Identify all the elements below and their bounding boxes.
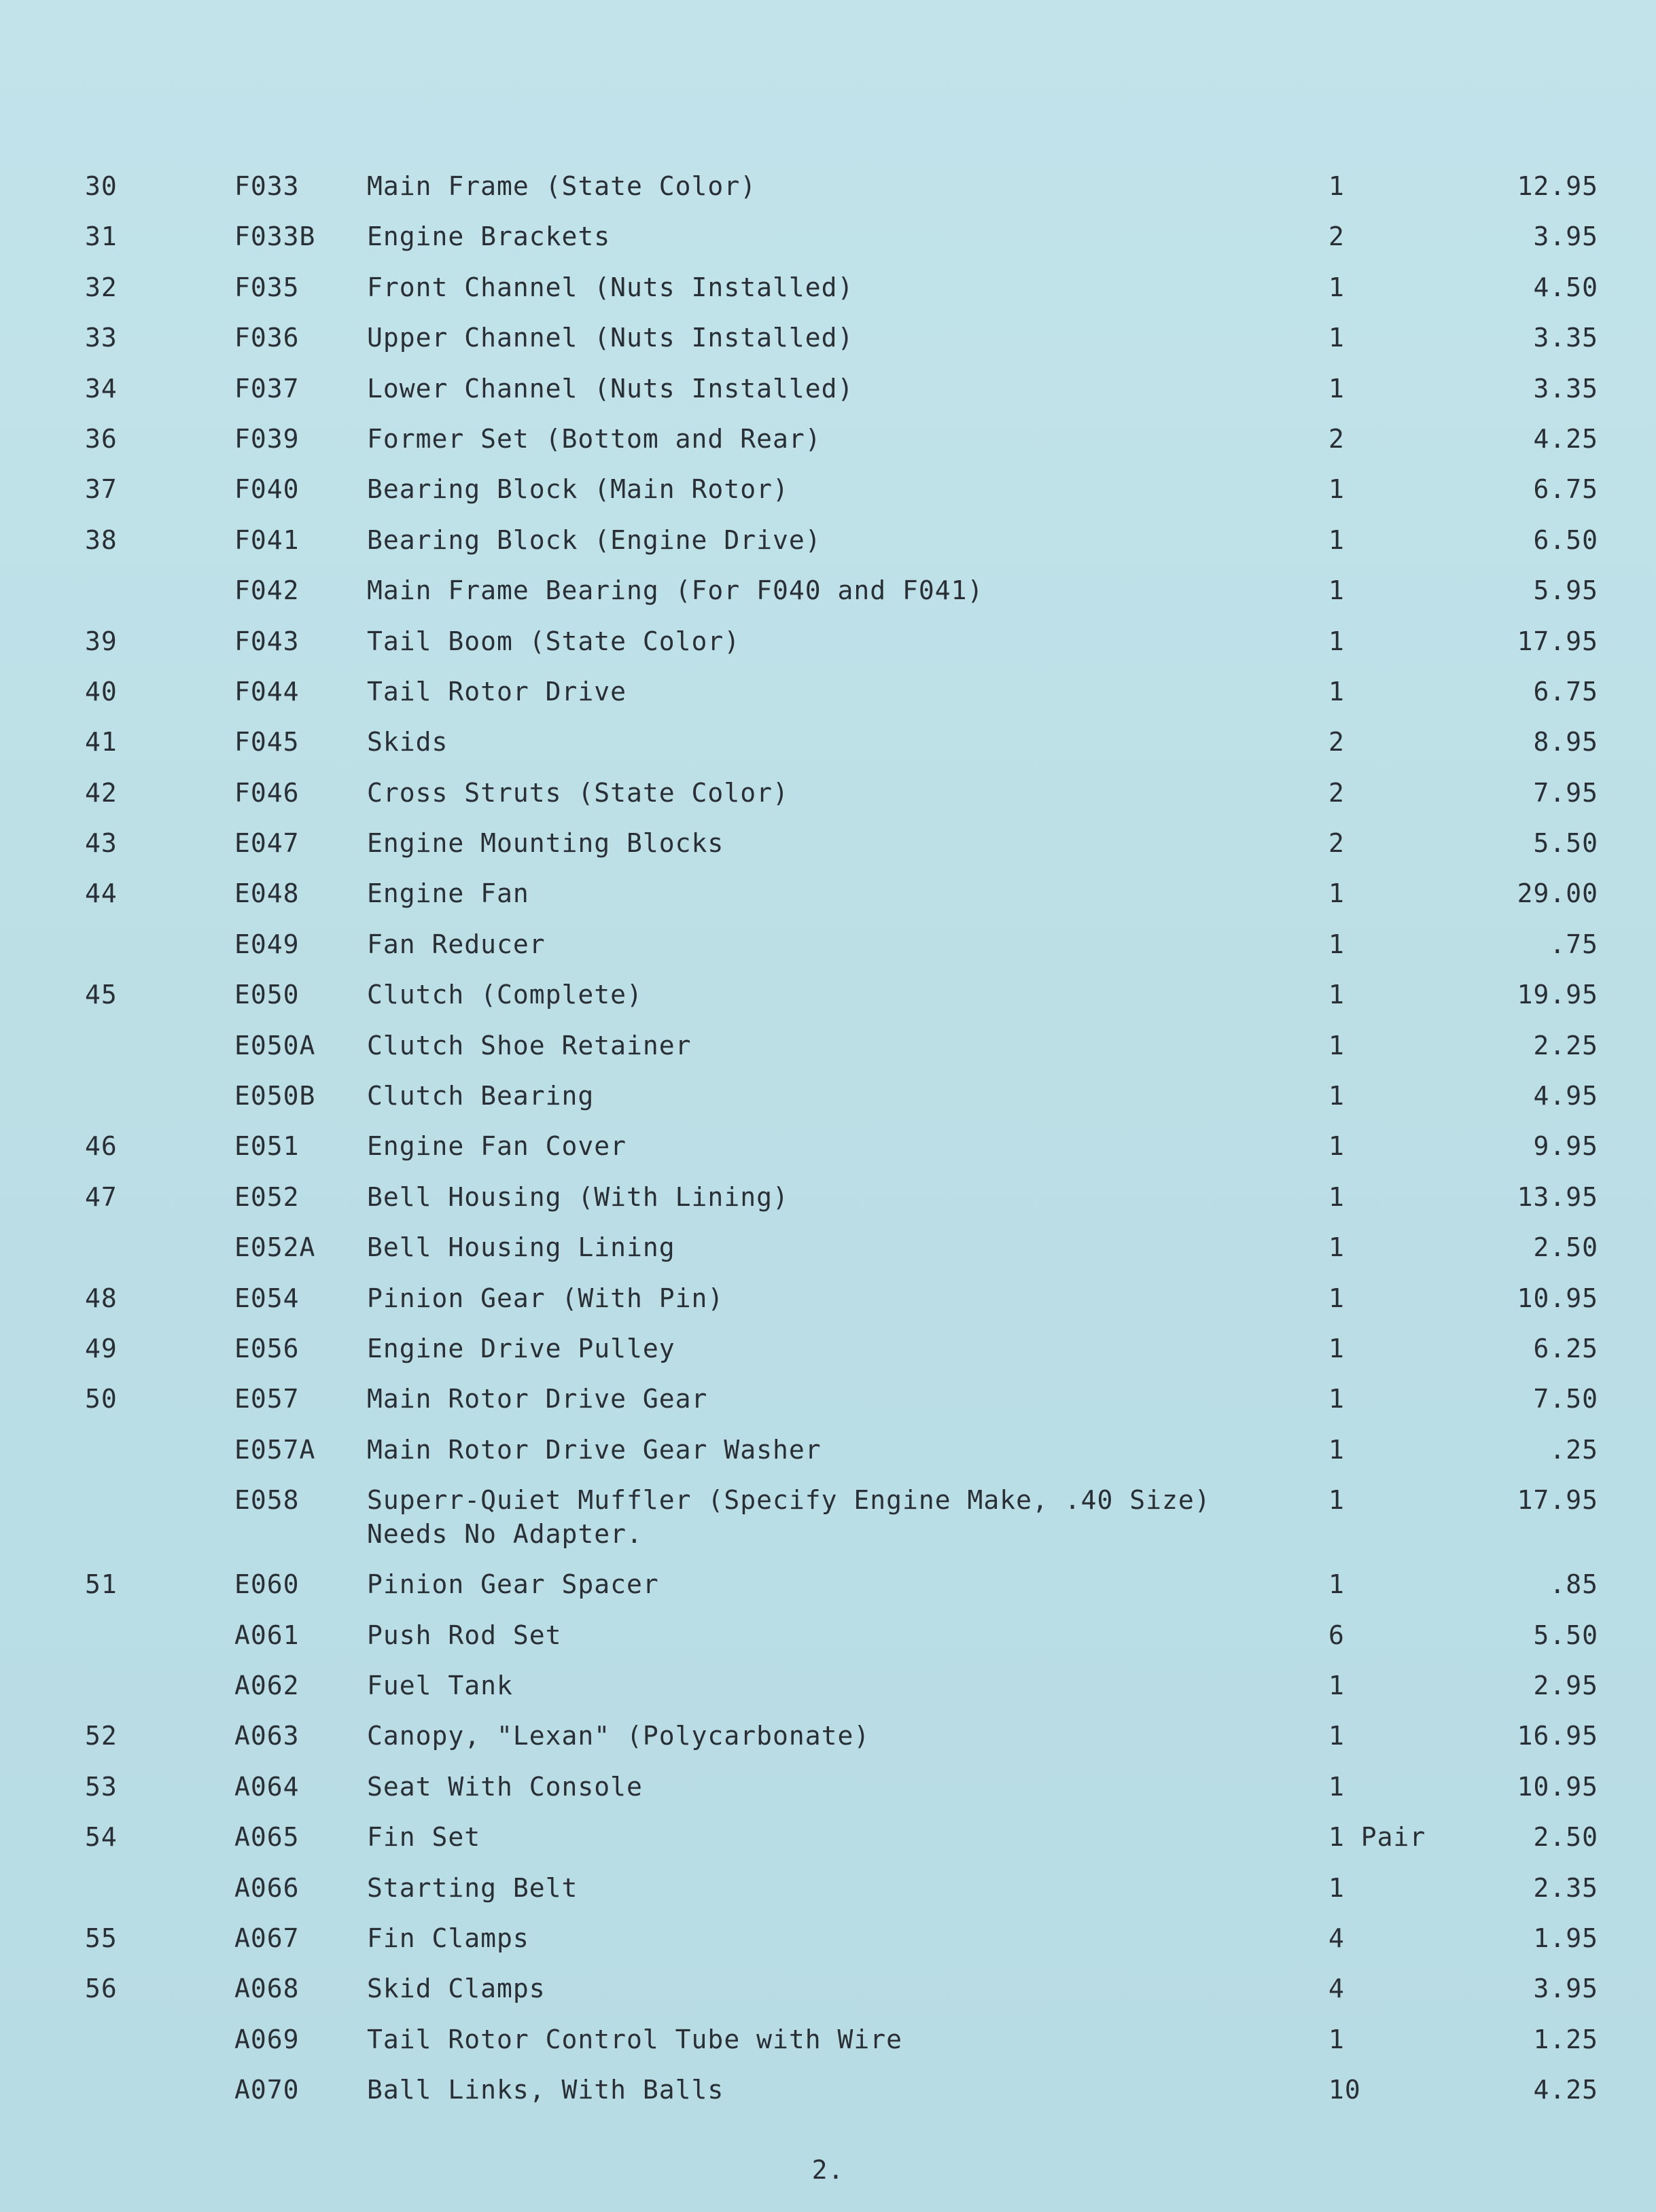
ref-number: 55 (85, 1923, 118, 1953)
part-description (367, 422, 822, 456)
part-description-line: Bearing Block (Engine Drive) (367, 524, 822, 555)
price: 17.95 (1517, 1485, 1598, 1516)
price: 1.95 (1533, 1923, 1598, 1953)
part-number: E051 (234, 1131, 300, 1162)
part-description (367, 1079, 594, 1113)
part-number: F033 (234, 171, 300, 201)
quantity: 1 (1328, 1569, 1345, 1600)
part-number: F040 (234, 474, 300, 505)
ref-number: 51 (85, 1569, 118, 1600)
part-number: F035 (234, 272, 300, 302)
part-description-line: Pinion Gear (With Pin) (367, 1283, 724, 1313)
part-description (367, 1230, 675, 1264)
part-description-line: Clutch (Complete) (367, 980, 643, 1010)
quantity: 1 (1328, 980, 1345, 1010)
part-description (367, 675, 627, 709)
list-item (0, 1322, 1656, 1372)
list-item (0, 1120, 1656, 1170)
part-number: E047 (234, 828, 300, 859)
list-item (0, 766, 1656, 817)
part-description (367, 270, 853, 304)
list-item (0, 463, 1656, 513)
part-description (367, 169, 756, 203)
part-number: E054 (234, 1283, 300, 1313)
quantity: 1 (1328, 676, 1345, 707)
quantity: 1 Pair (1328, 1822, 1426, 1853)
part-description (367, 573, 983, 607)
part-description (367, 2022, 902, 2056)
ref-number: 54 (85, 1822, 118, 1853)
quantity: 1 (1328, 1181, 1345, 1212)
part-description (367, 1972, 546, 2005)
quantity: 1 (1328, 1670, 1345, 1700)
list-item (0, 1760, 1656, 1810)
part-description (367, 1921, 529, 1955)
part-description-line: Seat With Console (367, 1771, 643, 1802)
part-description-line: Skid Clamps (367, 1974, 546, 2004)
part-description (367, 472, 789, 506)
quantity: 1 (1328, 1485, 1345, 1516)
part-description-line: Fin Clamps (367, 1923, 529, 1953)
part-number: A070 (234, 2075, 300, 2105)
part-description (367, 876, 529, 910)
part-number: E057A (234, 1434, 316, 1465)
quantity: 1 (1328, 1131, 1345, 1162)
ref-number: 33 (85, 323, 118, 353)
price: 16.95 (1517, 1721, 1598, 1751)
list-item (0, 1221, 1656, 1271)
list-item (0, 2013, 1656, 2063)
price: 4.95 (1533, 1081, 1598, 1111)
part-number: E060 (234, 1569, 300, 1600)
part-description (367, 1382, 707, 1416)
price: 5.50 (1533, 1620, 1598, 1650)
part-description-line: Fin Set (367, 1822, 481, 1853)
part-description-line: Main Rotor Drive Gear Washer (367, 1434, 822, 1465)
part-number: A065 (234, 1822, 300, 1853)
part-number: E052A (234, 1232, 316, 1263)
list-item (0, 412, 1656, 463)
part-description-line: Engine Mounting Blocks (367, 828, 724, 859)
part-description-line: Engine Brackets (367, 221, 611, 252)
part-description-line: Upper Channel (Nuts Installed) (367, 323, 854, 353)
quantity: 2 (1328, 777, 1345, 808)
price: 8.95 (1533, 727, 1598, 757)
part-description-line: Canopy, "Lexan" (Polycarbonate) (367, 1721, 870, 1751)
quantity: 2 (1328, 221, 1345, 252)
part-number: E050B (234, 1081, 316, 1111)
price: 1.25 (1533, 2024, 1598, 2054)
quantity: 1 (1328, 575, 1345, 606)
price: .85 (1549, 1569, 1598, 1600)
quantity: 1 (1328, 171, 1345, 201)
part-description (367, 1483, 1211, 1551)
part-description (367, 1567, 659, 1601)
part-description (367, 372, 853, 406)
part-description-line: Main Frame (State Color) (367, 171, 757, 201)
part-description (367, 1433, 822, 1467)
part-number: E052 (234, 1181, 300, 1212)
quantity: 1 (1328, 1333, 1345, 1363)
list-item (0, 1709, 1656, 1760)
price: 2.95 (1533, 1670, 1598, 1700)
part-description-line: Bearing Block (Main Rotor) (367, 474, 789, 505)
ref-number: 46 (85, 1131, 118, 1162)
list-item (0, 665, 1656, 715)
price: 3.95 (1533, 1974, 1598, 2004)
part-description (367, 1770, 643, 1804)
part-description (367, 1820, 480, 1854)
list-item (0, 1019, 1656, 1069)
part-description-line: Former Set (Bottom and Rear) (367, 423, 822, 454)
part-number: F037 (234, 373, 300, 404)
ref-number: 38 (85, 524, 118, 555)
part-number: F045 (234, 727, 300, 757)
ref-number: 42 (85, 777, 118, 808)
list-item (0, 715, 1656, 766)
ref-number: 37 (85, 474, 118, 505)
list-item (0, 1659, 1656, 1709)
list-item (0, 210, 1656, 260)
part-number: A069 (234, 2024, 300, 2054)
quantity: 1 (1328, 2024, 1345, 2054)
ref-number: 36 (85, 423, 118, 454)
part-description-line: Lower Channel (Nuts Installed) (367, 373, 854, 404)
part-number: F033B (234, 221, 316, 252)
ref-number: 41 (85, 727, 118, 757)
part-number: A063 (234, 1721, 300, 1751)
ref-number: 32 (85, 272, 118, 302)
list-item (0, 1861, 1656, 1912)
price: .25 (1549, 1434, 1598, 1465)
quantity: 4 (1328, 1923, 1345, 1953)
part-description (367, 1029, 692, 1063)
part-description-line: Main Rotor Drive Gear (367, 1384, 708, 1414)
quantity: 1 (1328, 1721, 1345, 1751)
price: .75 (1549, 929, 1598, 959)
quantity: 1 (1328, 929, 1345, 959)
ref-number: 52 (85, 1721, 118, 1751)
price: 3.35 (1533, 373, 1598, 404)
part-description-line: Main Frame Bearing (For F040 and F041) (367, 575, 984, 606)
ref-number: 53 (85, 1771, 118, 1802)
part-description (367, 776, 789, 810)
quantity: 2 (1328, 828, 1345, 859)
price: 6.75 (1533, 474, 1598, 505)
list-item (0, 261, 1656, 311)
part-number: A067 (234, 1923, 300, 1953)
part-description (367, 1669, 513, 1702)
part-description-line: Fan Reducer (367, 929, 546, 959)
quantity: 1 (1328, 878, 1345, 909)
part-description-line: Engine Fan Cover (367, 1131, 627, 1162)
part-description-line: Pinion Gear Spacer (367, 1569, 659, 1600)
parts-list (0, 160, 1656, 2113)
quantity: 4 (1328, 1974, 1345, 2004)
quantity: 1 (1328, 1283, 1345, 1313)
part-number: A061 (234, 1620, 300, 1650)
list-item (0, 968, 1656, 1018)
ref-number: 56 (85, 1974, 118, 2004)
quantity: 1 (1328, 1771, 1345, 1802)
price: 7.95 (1533, 777, 1598, 808)
part-description-line: Front Channel (Nuts Installed) (367, 272, 854, 302)
list-item (0, 1962, 1656, 2012)
part-number: F041 (234, 524, 300, 555)
price: 10.95 (1517, 1283, 1598, 1313)
part-description (367, 927, 546, 961)
price: 2.35 (1533, 1872, 1598, 1903)
part-number: E048 (234, 878, 300, 909)
part-description (367, 523, 822, 557)
part-description-line: Push Rod Set (367, 1620, 562, 1650)
ref-number: 30 (85, 171, 118, 201)
price: 10.95 (1517, 1771, 1598, 1802)
list-item (0, 564, 1656, 614)
list-item (0, 160, 1656, 210)
part-number: E057 (234, 1384, 300, 1414)
price: 3.35 (1533, 323, 1598, 353)
part-description-line: Clutch Bearing (367, 1081, 595, 1111)
part-description-line: Ball Links, With Balls (367, 2075, 724, 2105)
list-item (0, 817, 1656, 867)
price: 12.95 (1517, 171, 1598, 201)
quantity: 1 (1328, 1872, 1345, 1903)
part-description (367, 725, 448, 759)
part-description-continuation: Needs No Adapter. (367, 1519, 643, 1550)
price: 5.95 (1533, 575, 1598, 606)
part-number: F046 (234, 777, 300, 808)
price: 6.75 (1533, 676, 1598, 707)
part-number: F043 (234, 626, 300, 656)
part-description (367, 321, 853, 355)
ref-number: 48 (85, 1283, 118, 1313)
part-description (367, 1281, 724, 1315)
price: 2.25 (1533, 1030, 1598, 1060)
part-description-line: Starting Belt (367, 1872, 578, 1903)
part-number: A064 (234, 1771, 300, 1802)
ref-number: 44 (85, 878, 118, 909)
price: 9.95 (1533, 1131, 1598, 1162)
part-description-line: Tail Rotor Control Tube with Wire (367, 2024, 902, 2054)
part-number: A066 (234, 1872, 300, 1903)
price: 2.50 (1533, 1822, 1598, 1853)
part-description-line: Cross Struts (State Color) (367, 777, 789, 808)
quantity: 1 (1328, 1030, 1345, 1060)
price: 13.95 (1517, 1181, 1598, 1212)
part-number: F039 (234, 423, 300, 454)
quantity: 1 (1328, 1232, 1345, 1263)
list-item (0, 1372, 1656, 1423)
ref-number: 50 (85, 1384, 118, 1414)
part-description-line: Tail Boom (State Color) (367, 626, 741, 656)
part-number: A068 (234, 1974, 300, 2004)
price: 4.25 (1533, 423, 1598, 454)
part-description (367, 1332, 675, 1366)
part-number: E058 (234, 1485, 300, 1516)
price: 29.00 (1517, 878, 1598, 909)
quantity: 1 (1328, 524, 1345, 555)
price: 5.50 (1533, 828, 1598, 859)
part-description-line: Superr-Quiet Muffler (Specify Engine Make, .40 Size) (367, 1485, 1211, 1516)
price: 4.50 (1533, 272, 1598, 302)
price: 6.25 (1533, 1333, 1598, 1363)
price: 6.50 (1533, 524, 1598, 555)
list-item (0, 918, 1656, 968)
part-number: E050A (234, 1030, 316, 1060)
list-item (0, 362, 1656, 412)
part-description (367, 978, 643, 1012)
ref-number: 45 (85, 980, 118, 1010)
list-item (0, 2063, 1656, 2113)
ref-number: 34 (85, 373, 118, 404)
page-number: 2. (811, 2155, 845, 2185)
quantity: 1 (1328, 474, 1345, 505)
quantity: 10 (1328, 2075, 1361, 2105)
list-item (0, 1069, 1656, 1120)
list-item (0, 1474, 1656, 1558)
ref-number: 47 (85, 1181, 118, 1212)
list-item (0, 514, 1656, 564)
list-item (0, 1810, 1656, 1861)
list-item (0, 1609, 1656, 1659)
part-description-line: Tail Rotor Drive (367, 676, 627, 707)
list-item (0, 1171, 1656, 1221)
part-description-line: Skids (367, 727, 448, 757)
list-item (0, 1423, 1656, 1474)
part-description (367, 1129, 627, 1163)
part-description (367, 1180, 789, 1214)
ref-number: 31 (85, 221, 118, 252)
part-description-line: Bell Housing Lining (367, 1232, 675, 1263)
list-item (0, 311, 1656, 361)
part-description (367, 624, 740, 658)
part-description-line: Fuel Tank (367, 1670, 513, 1700)
quantity: 1 (1328, 272, 1345, 302)
price: 4.25 (1533, 2075, 1598, 2105)
ref-number: 39 (85, 626, 118, 656)
quantity: 6 (1328, 1620, 1345, 1650)
quantity: 1 (1328, 323, 1345, 353)
part-description (367, 1871, 578, 1905)
price: 3.95 (1533, 221, 1598, 252)
ref-number: 43 (85, 828, 118, 859)
list-item (0, 1912, 1656, 1962)
part-description (367, 1719, 870, 1753)
quantity: 1 (1328, 373, 1345, 404)
list-item (0, 615, 1656, 665)
quantity: 1 (1328, 1081, 1345, 1111)
ref-number: 40 (85, 676, 118, 707)
quantity: 2 (1328, 727, 1345, 757)
price: 7.50 (1533, 1384, 1598, 1414)
quantity: 1 (1328, 626, 1345, 656)
part-description (367, 826, 724, 860)
part-description-line: Engine Drive Pulley (367, 1333, 675, 1363)
quantity: 1 (1328, 1384, 1345, 1414)
price: 2.50 (1533, 1232, 1598, 1263)
part-number: E049 (234, 929, 300, 959)
part-number: F042 (234, 575, 300, 606)
part-description (367, 1618, 562, 1652)
part-description-line: Bell Housing (With Lining) (367, 1181, 789, 1212)
list-item (0, 1558, 1656, 1608)
part-description-line: Engine Fan (367, 878, 529, 909)
list-item (0, 867, 1656, 917)
part-number: A062 (234, 1670, 300, 1700)
price: 17.95 (1517, 626, 1598, 656)
part-number: E050 (234, 980, 300, 1010)
quantity: 1 (1328, 1434, 1345, 1465)
part-description (367, 219, 610, 253)
price: 19.95 (1517, 980, 1598, 1010)
list-item (0, 1272, 1656, 1322)
quantity: 2 (1328, 423, 1345, 454)
ref-number: 49 (85, 1333, 118, 1363)
part-number: F036 (234, 323, 300, 353)
part-number: F044 (234, 676, 300, 707)
part-description-line: Clutch Shoe Retainer (367, 1030, 692, 1060)
part-description (367, 2073, 724, 2107)
part-number: E056 (234, 1333, 300, 1363)
